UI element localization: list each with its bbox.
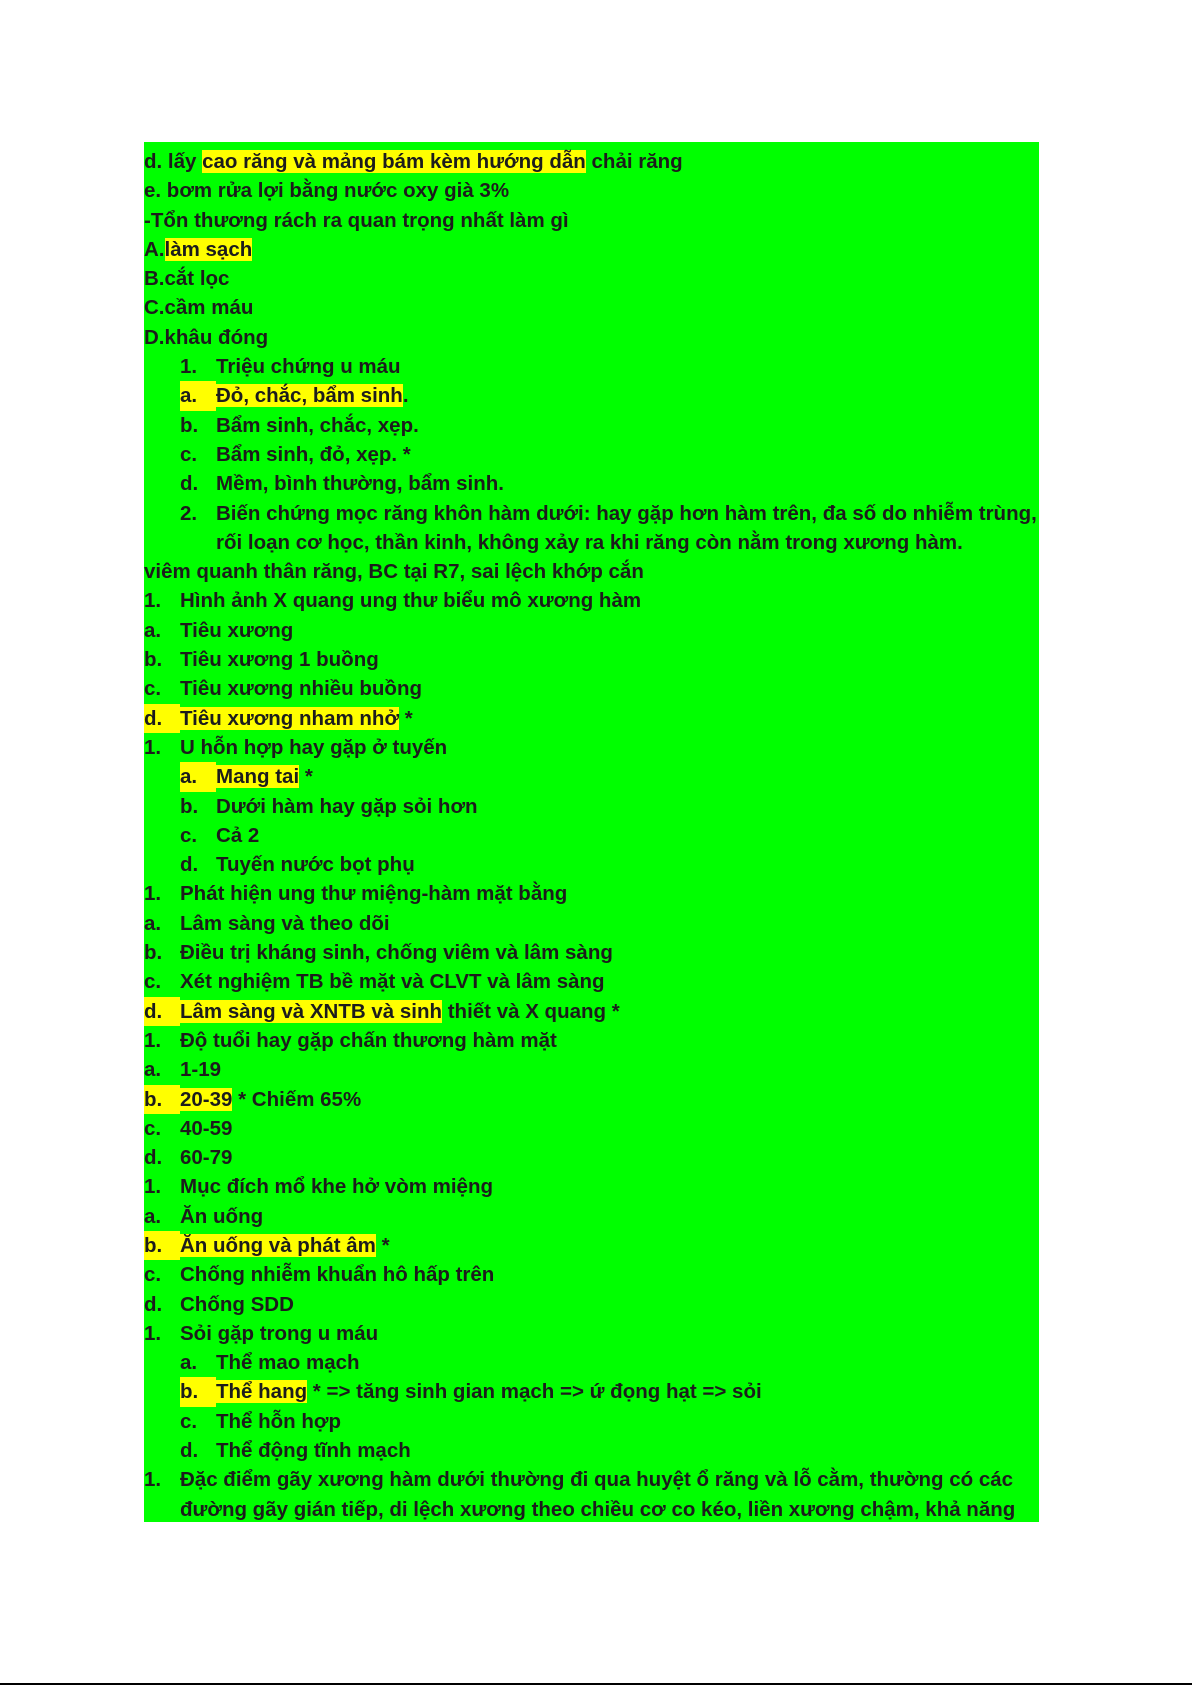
text-line [144,1055,1044,1084]
text-line [144,1407,1044,1436]
text-line [144,850,1044,879]
list-marker: a. [144,1204,162,1228]
line-text: Chống SDD [180,1292,294,1316]
highlighted-text: 20-39 [180,1087,233,1111]
text-line [144,323,1044,352]
text-line [144,1436,1044,1465]
list-marker: b. [180,413,199,437]
list-marker: a. [180,381,216,410]
text-line [144,499,1044,558]
text-line [144,469,1044,498]
text-line [144,967,1044,996]
text-line [144,762,1044,791]
text-line [144,1319,1044,1348]
text-line [144,411,1044,440]
text-line [144,938,1044,967]
text-line [144,1465,1044,1524]
text-line [144,821,1044,850]
list-marker: d. [180,472,199,496]
list-marker: 1. [144,882,162,906]
text-line [144,1377,1044,1406]
list-marker: b. [144,1085,180,1114]
text-line [144,235,1044,264]
line-text: Bẩm sinh, chắc, xẹp. [216,413,419,437]
line-text: Bẩm sinh, đỏ, xẹp. * [216,442,411,466]
list-marker: 2. [180,501,198,525]
line-text: Độ tuổi hay gặp chấn thương hàm mặt [180,1028,557,1052]
line-text: . [402,384,409,408]
text-line [144,1114,1044,1143]
line-text: d. lấy [144,150,203,173]
line-text: Cả 2 [216,823,260,847]
list-marker: 1. [144,1028,162,1052]
list-marker: c. [144,970,162,994]
list-marker: 1. [144,735,162,759]
list-marker: c. [144,677,162,701]
text-line [144,674,1044,703]
text-line [144,1231,1044,1260]
list-marker: d. [180,853,199,877]
line-text: Ăn uống [180,1204,264,1228]
list-marker: 1. [144,589,162,613]
highlighted-text: Ăn uống và phát âm [180,1233,376,1257]
list-marker: d. [180,1439,199,1463]
text-line [144,1085,1044,1114]
text-line [144,616,1044,645]
text-line [144,586,1044,615]
list-marker: c. [180,823,198,847]
text-line [144,293,1044,322]
line-text: Đặc điểm gãy xương hàm dưới thường đi qua huyệt ổ răng và lỗ cằm, thường có các đường gãy gián tiếp, di lệch xương theo chiều cơ co kéo, liền xương chậm, khả năng [180,1468,1016,1521]
line-text: Tuyến nước bọt phụ [216,853,415,877]
text-line [144,733,1044,762]
list-marker: d. [144,1292,163,1316]
line-text: Mềm, bình thường, bẩm sinh. [216,472,504,496]
highlighted-text: làm sạch [164,237,253,261]
line-text: Phát hiện ung thư miệng-hàm mặt bằng [180,882,568,906]
list-marker: a. [144,911,162,935]
highlighted-text: Thể hang [216,1380,308,1404]
line-text: * [375,1233,390,1257]
line-text: Mục đích mổ khe hở vòm miệng [180,1175,494,1199]
list-marker: a. [144,1058,162,1082]
list-marker: d. [144,704,180,733]
line-text: * Chiếm 65% [232,1087,362,1111]
text-line [144,1260,1044,1289]
text-line [144,352,1044,381]
line-text: Sỏi gặp trong u máu [180,1321,379,1345]
line-text: Thể hỗn hợp [216,1409,342,1433]
line-text: Tiêu xương nhiều buồng [180,677,422,701]
line-text: D.khâu đóng [144,325,269,349]
list-marker: 1. [144,1468,162,1492]
list-marker: b. [144,1231,180,1260]
line-text: C.cầm máu [144,296,254,320]
text-line [144,1202,1044,1231]
text-line [144,440,1044,469]
line-text: thiết và X quang * [442,999,620,1023]
text-line [144,704,1044,733]
line-text: Điều trị kháng sinh, chống viêm và lâm sàng [180,941,613,965]
line-text: U hỗn hợp hay gặp ở tuyến [180,735,448,759]
list-marker: c. [180,442,198,466]
line-text: Dưới hàm hay gặp sỏi hơn [216,794,478,818]
line-text: Xét nghiệm TB bề mặt và CLVT và lâm sàng [180,970,605,994]
line-text: -Tổn thương rách ra quan trọng nhất làm gì [144,208,569,232]
line-text: 1-19 [180,1058,222,1082]
highlighted-text: Lâm sàng và XNTB và sinh [180,999,443,1023]
line-text: Triệu chứng u máu [216,355,401,379]
line-text: Tiêu xương [180,618,294,642]
line-text: * => tăng sinh gian mạch => ứ đọng hạt => sỏi [307,1380,762,1404]
line-text: * [299,765,313,789]
line-text: chải răng [585,150,683,173]
line-text: Thể động tĩnh mạch [216,1439,411,1463]
line-text: Thể mao mạch [216,1351,360,1375]
line-text: Tiêu xương 1 buồng [180,648,379,672]
line-text: Hình ảnh X quang ung thư biểu mô xương hàm [180,589,642,613]
list-marker: c. [144,1116,162,1140]
line-text: * [399,706,413,730]
highlighted-text: cao răng và mảng bám kèm hướng dẫn [202,150,586,173]
text-line [144,997,1044,1026]
list-marker: d. [144,997,180,1026]
list-marker: d. [144,1146,163,1170]
text-line [144,381,1044,410]
line-text: viêm quanh thân răng, BC tại R7, sai lệch khớp cắn [144,560,644,584]
highlighted-text: Mang tai [216,765,300,789]
list-marker: 1. [144,1321,162,1345]
list-marker: a. [180,762,216,791]
text-line [144,792,1044,821]
line-text: Chống nhiễm khuẩn hô hấp trên [180,1263,495,1287]
list-marker: 1. [144,1175,162,1199]
list-marker: c. [144,1263,162,1287]
text-line [144,1143,1044,1172]
line-text: e. bơm rửa lợi bằng nước oxy già 3% [144,179,510,203]
text-line [144,1290,1044,1319]
text-line [144,879,1044,908]
line-text: 40-59 [180,1116,233,1140]
text-line [144,264,1044,293]
text-line [144,1348,1044,1377]
line-text: 60-79 [180,1146,233,1170]
text-line [144,1172,1044,1201]
text-line [144,645,1044,674]
line-text: B.cắt lọc [144,267,230,291]
highlighted-text: Đỏ, chắc, bẩm sinh [216,384,403,408]
text-line [144,176,1044,205]
list-marker: b. [144,648,163,672]
text-line [144,206,1044,235]
list-marker: c. [180,1409,198,1433]
list-marker: a. [180,1351,198,1375]
text-line [144,147,1044,176]
list-marker: b. [180,794,199,818]
list-marker: 1. [180,355,198,379]
line-text: Biến chứng mọc răng khôn hàm dưới: hay gặp hơn hàm trên, đa số do nhiễm trùng, rối loạn cơ học, thần kinh, không xảy ra khi răng còn nằm trong xương hàm. [216,501,1037,554]
highlighted-text: Tiêu xương nham nhở [180,706,400,730]
line-text: Lâm sàng và theo dõi [180,911,390,935]
text-line [144,909,1044,938]
line-text: A. [144,237,165,261]
list-marker: b. [180,1377,216,1406]
list-marker: b. [144,941,163,965]
text-line [144,557,1044,586]
document-body [144,147,1044,1524]
list-marker: a. [144,618,162,642]
text-line [144,1026,1044,1055]
